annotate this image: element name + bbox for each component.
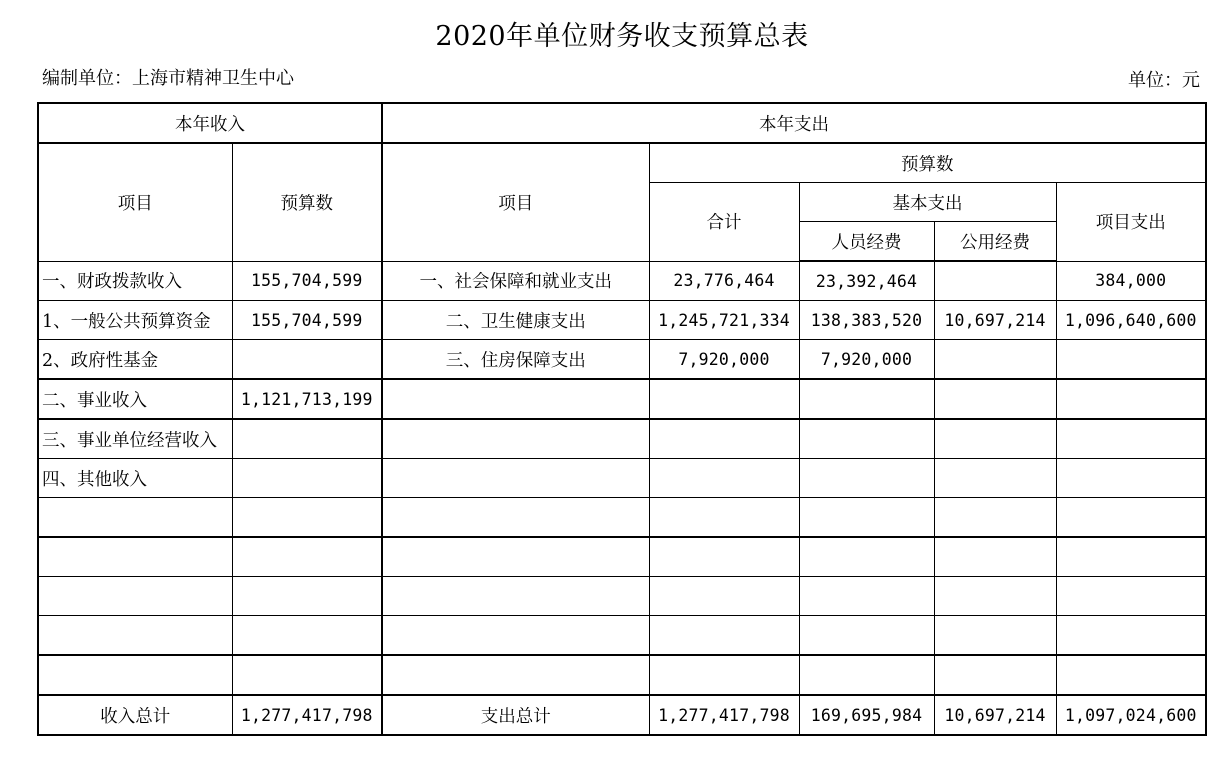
personnel-cost-cell <box>799 419 934 459</box>
income-item-header: 项目 <box>38 143 232 261</box>
expense-total-cell <box>649 655 799 695</box>
personnel-cost-cell <box>799 577 934 616</box>
expense-item-cell <box>382 498 649 538</box>
table-row <box>38 498 1206 538</box>
expense-total-amount: 1,277,417,798 <box>649 695 799 735</box>
table-row <box>38 301 1206 340</box>
totals-row <box>38 695 1206 735</box>
income-amount-cell <box>232 419 382 459</box>
personnel-cost-cell: 7,920,000 <box>799 340 934 380</box>
table-row <box>38 655 1206 695</box>
income-item-cell: 2、政府性基金 <box>38 340 232 380</box>
income-amount-cell: 155,704,599 <box>232 301 382 340</box>
expense-budget-header: 预算数 <box>649 143 1206 183</box>
public-cost-cell <box>934 577 1056 616</box>
expense-total-cell <box>649 379 799 419</box>
project-expense-header: 项目支出 <box>1056 183 1206 262</box>
income-item-cell <box>38 616 232 656</box>
compiling-unit-label: 编制单位：上海市精神卫生中心 <box>42 68 294 89</box>
project-expense-cell <box>1056 419 1206 459</box>
project-expense-cell <box>1056 577 1206 616</box>
expense-item-cell <box>382 459 649 498</box>
table-row <box>38 459 1206 498</box>
income-item-cell: 三、事业单位经营收入 <box>38 419 232 459</box>
project-expense-cell <box>1056 498 1206 538</box>
table-row <box>38 261 1206 301</box>
personnel-cost-cell: 138,383,520 <box>799 301 934 340</box>
income-item-cell: 一、财政拨款收入 <box>38 261 232 301</box>
expense-item-cell <box>382 537 649 577</box>
expense-total-cell: 1,245,721,334 <box>649 301 799 340</box>
table-row <box>38 340 1206 380</box>
project-expense-cell: 384,000 <box>1056 261 1206 301</box>
public-cost-cell <box>934 498 1056 538</box>
public-cost-cell <box>934 655 1056 695</box>
income-amount-cell <box>232 498 382 538</box>
currency-unit-label: 单位：元 <box>1128 70 1200 91</box>
public-cost-cell: 10,697,214 <box>934 301 1056 340</box>
personnel-cost-cell <box>799 498 934 538</box>
personnel-cost-cell <box>799 537 934 577</box>
income-item-cell: 1、一般公共预算资金 <box>38 301 232 340</box>
income-total-amount: 1,277,417,798 <box>232 695 382 735</box>
expense-total-cell <box>649 419 799 459</box>
table-row <box>38 419 1206 459</box>
income-budget-header: 预算数 <box>232 143 382 261</box>
table-row <box>38 537 1206 577</box>
public-total-amount: 10,697,214 <box>934 695 1056 735</box>
expense-group-header: 本年支出 <box>382 103 1206 143</box>
expense-item-header: 项目 <box>382 143 649 261</box>
personnel-cost-cell <box>799 655 934 695</box>
expense-total-header: 合计 <box>649 183 799 262</box>
table-row <box>38 616 1206 656</box>
expense-total-cell: 7,920,000 <box>649 340 799 380</box>
income-amount-cell <box>232 459 382 498</box>
project-total-amount: 1,097,024,600 <box>1056 695 1206 735</box>
expense-total-cell <box>649 459 799 498</box>
income-amount-cell <box>232 340 382 380</box>
project-expense-cell <box>1056 655 1206 695</box>
expense-item-cell <box>382 379 649 419</box>
expense-item-cell: 二、卫生健康支出 <box>382 301 649 340</box>
personnel-cost-cell <box>799 616 934 656</box>
income-amount-cell: 155,704,599 <box>232 261 382 301</box>
project-expense-cell <box>1056 459 1206 498</box>
income-item-cell <box>38 498 232 538</box>
expense-item-cell <box>382 616 649 656</box>
income-item-cell: 二、事业收入 <box>38 379 232 419</box>
page-title: 2020年单位财务收支预算总表 <box>435 21 809 52</box>
expense-item-cell: 一、社会保障和就业支出 <box>382 261 649 301</box>
expense-total-label: 支出总计 <box>382 695 649 735</box>
public-cost-cell <box>934 379 1056 419</box>
basic-expense-header: 基本支出 <box>799 183 1056 222</box>
public-cost-cell <box>934 261 1056 301</box>
income-amount-cell <box>232 655 382 695</box>
project-expense-cell: 1,096,640,600 <box>1056 301 1206 340</box>
expense-item-cell <box>382 655 649 695</box>
public-cost-cell <box>934 340 1056 380</box>
expense-total-cell <box>649 498 799 538</box>
income-group-header: 本年收入 <box>38 103 382 143</box>
income-amount-cell: 1,121,713,199 <box>232 379 382 419</box>
income-amount-cell <box>232 616 382 656</box>
income-total-label: 收入总计 <box>38 695 232 735</box>
table-row <box>38 379 1206 419</box>
public-cost-cell <box>934 537 1056 577</box>
income-item-cell <box>38 655 232 695</box>
public-cost-cell <box>934 419 1056 459</box>
income-amount-cell <box>232 537 382 577</box>
personnel-cost-cell <box>799 459 934 498</box>
public-cost-cell <box>934 459 1056 498</box>
budget-summary-table <box>37 102 1207 736</box>
income-amount-cell <box>232 577 382 616</box>
expense-total-cell <box>649 616 799 656</box>
expense-item-cell: 三、住房保障支出 <box>382 340 649 380</box>
expense-total-cell <box>649 577 799 616</box>
table-row <box>38 577 1206 616</box>
project-expense-cell <box>1056 616 1206 656</box>
income-item-cell <box>38 537 232 577</box>
income-item-cell <box>38 577 232 616</box>
income-item-cell: 四、其他收入 <box>38 459 232 498</box>
expense-item-cell <box>382 577 649 616</box>
expense-total-cell: 23,776,464 <box>649 261 799 301</box>
personnel-cost-cell <box>799 379 934 419</box>
public-cost-cell <box>934 616 1056 656</box>
personnel-cost-cell: 23,392,464 <box>799 261 934 301</box>
project-expense-cell <box>1056 537 1206 577</box>
expense-total-cell <box>649 537 799 577</box>
project-expense-cell <box>1056 340 1206 380</box>
personnel-cost-header: 人员经费 <box>799 222 934 262</box>
expense-item-cell <box>382 419 649 459</box>
personnel-total-amount: 169,695,984 <box>799 695 934 735</box>
public-cost-header: 公用经费 <box>934 222 1056 262</box>
project-expense-cell <box>1056 379 1206 419</box>
